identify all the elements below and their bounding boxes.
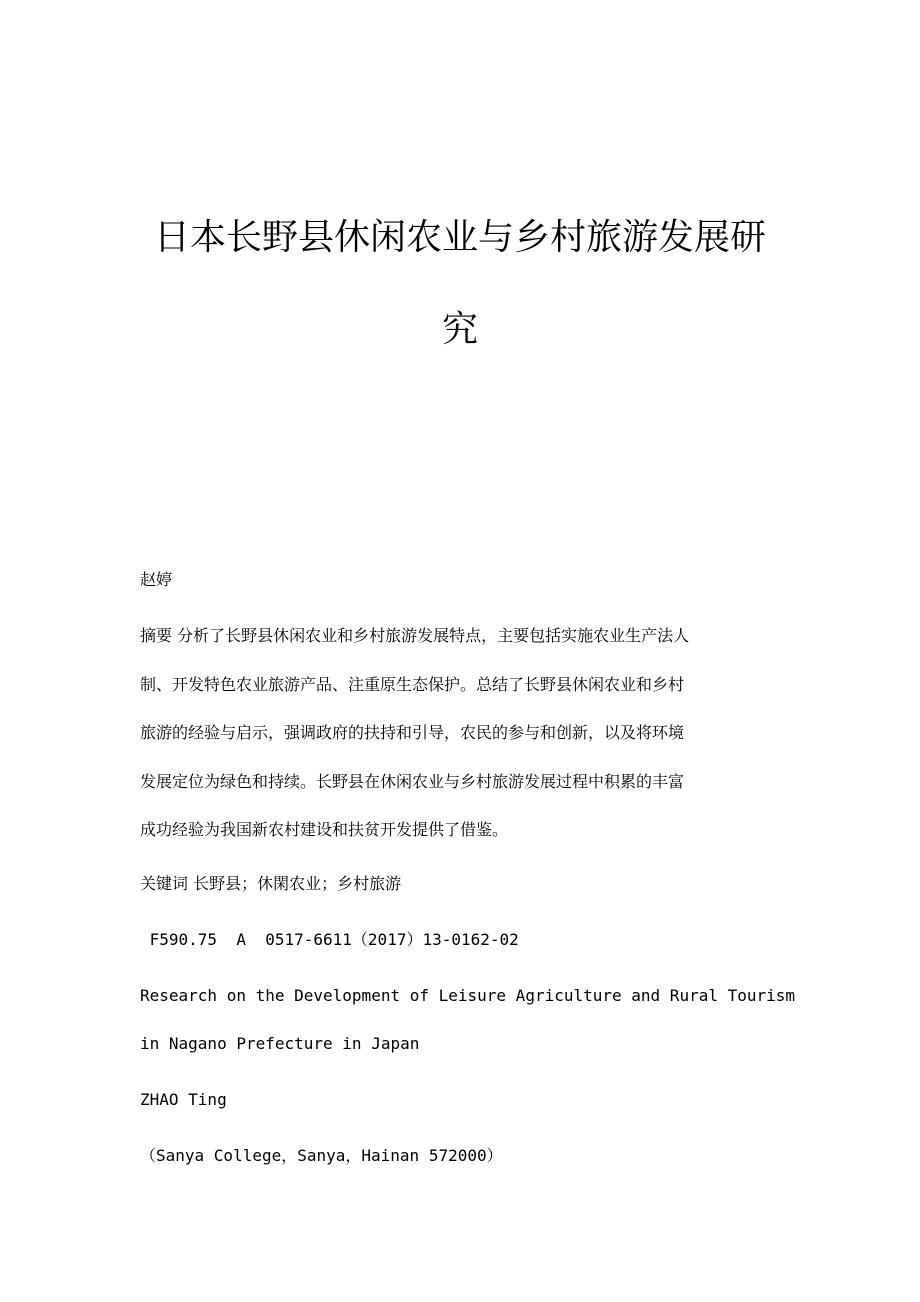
english-title-line-2: in Nagano Prefecture in Japan	[140, 1034, 420, 1053]
english-author: ZHAO Ting	[140, 1090, 227, 1109]
author-affiliation: （Sanya College，Sanya，Hainan 572000）	[140, 1146, 503, 1165]
english-title-line-1: Research on the Development of Leisure Agriculture and Rural Tourism	[140, 986, 796, 1005]
abstract-line: 摘要 分析了长野县休闲农业和乡村旅游发展特点，主要包括实施农业生产法人	[140, 626, 690, 645]
abstract-line: 旅游的经验与启示，强调政府的扶持和引导，农民的参与和创新，以及将环境	[140, 723, 685, 742]
keywords: 关键词 长野县；休閑农业；乡村旅游	[140, 874, 402, 893]
paper-title-line-1: 日本长野县休闲农业与乡村旅游发展研	[153, 217, 766, 258]
paper-title	[120, 212, 800, 356]
author-name: 赵婷	[140, 570, 173, 589]
abstract-line: 成功经验为我国新农村建设和扶贫开发提供了借鉴。	[140, 820, 509, 839]
abstract	[140, 624, 780, 867]
paper-title-line-2: 究	[441, 309, 478, 350]
abstract-line: 发展定位为绿色和持续。长野县在休闲农业与乡村旅游发展过程中积累的丰富	[140, 771, 685, 791]
abstract-line: 制、开发特色农业旅游产品、注重原生态保护。总结了长野县休闲农业和乡村	[140, 674, 685, 694]
classification-codes: F590.75 A 0517-6611（2017）13-0162-02	[140, 930, 519, 949]
